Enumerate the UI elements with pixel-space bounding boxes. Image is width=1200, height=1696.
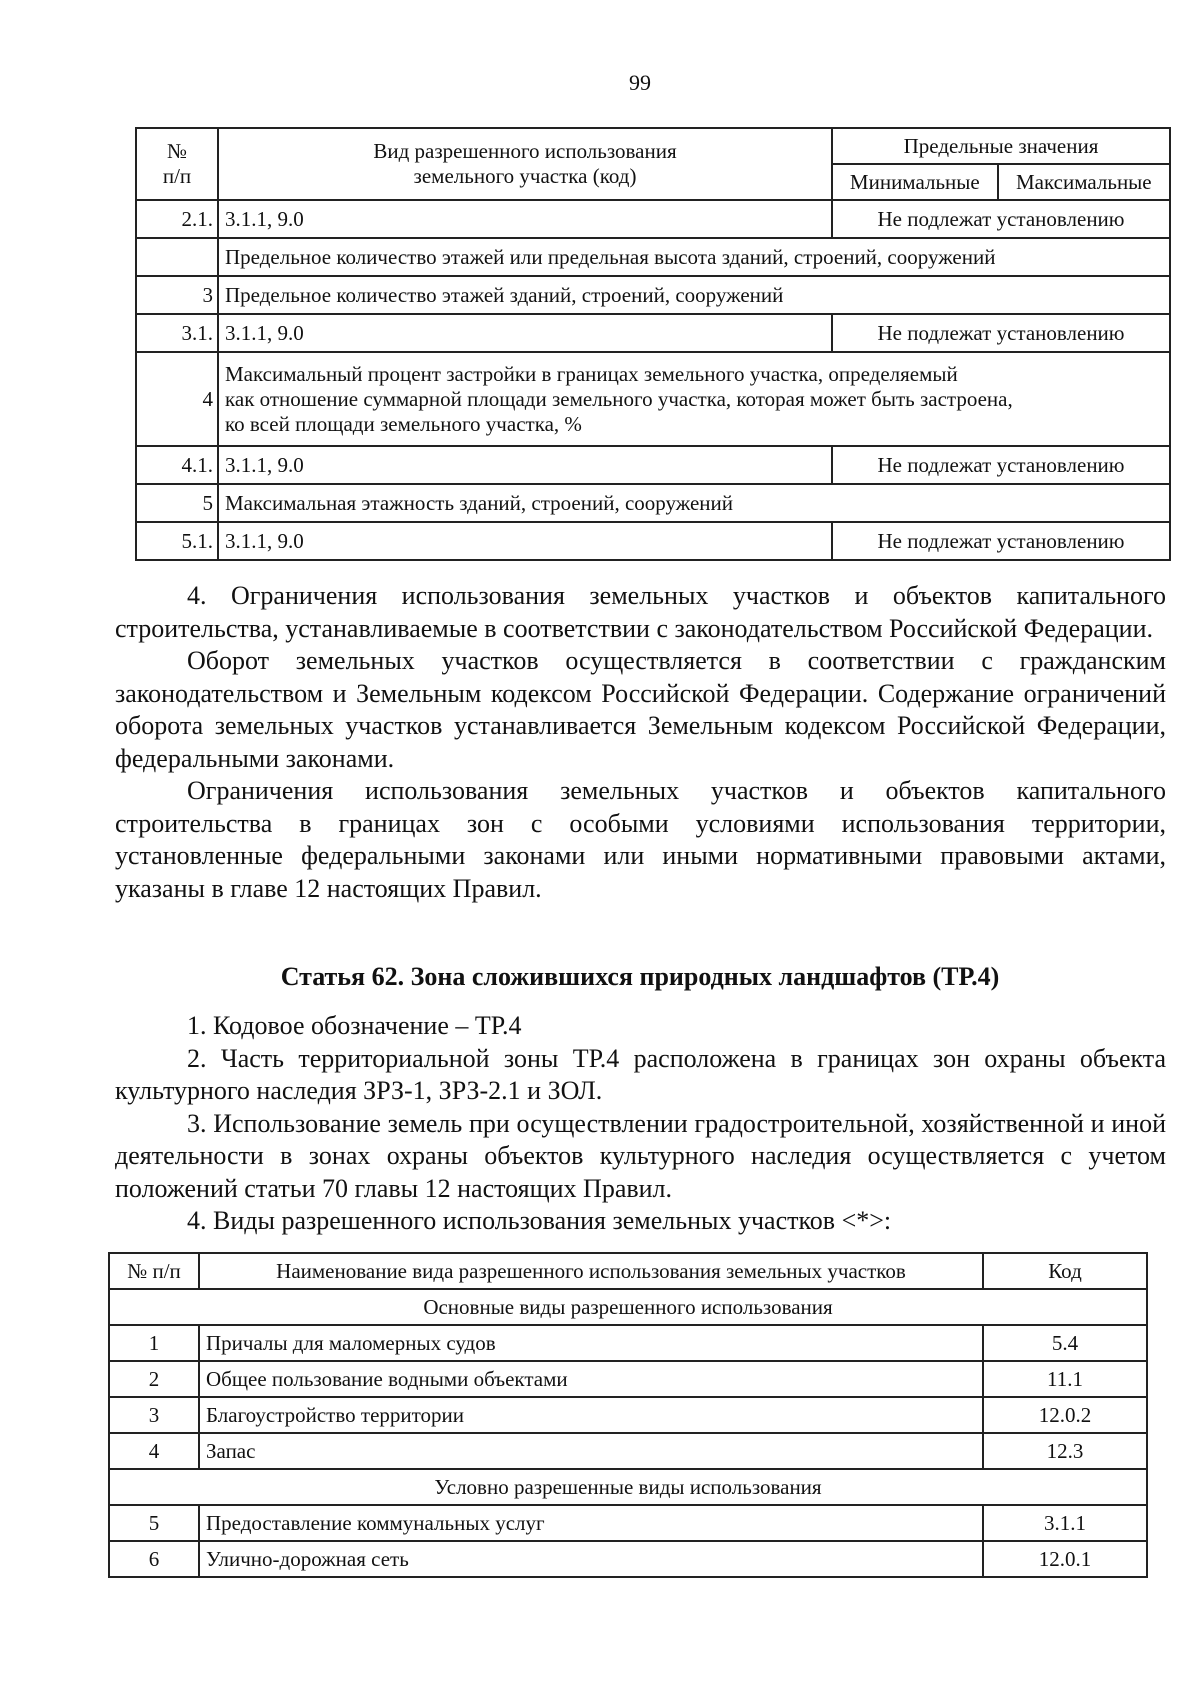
page-number: 99 — [629, 70, 651, 95]
header-type-line1: Вид разрешенного использования — [373, 139, 677, 163]
row-code: 12.0.1 — [983, 1541, 1147, 1577]
row-name: Общее пользование водными объектами — [199, 1361, 983, 1397]
row-text — [218, 352, 1170, 446]
article-section — [115, 1010, 1166, 1238]
table-row — [136, 276, 1170, 314]
row-text: Предельное количество этажей или предельная высота зданий, строений, сооружений — [218, 238, 1170, 276]
header-name: Наименование вида разрешенного использования земельных участков — [199, 1253, 983, 1289]
section-row — [109, 1289, 1147, 1325]
row-name: Причалы для маломерных судов — [199, 1325, 983, 1361]
header-min: Минимальные — [832, 164, 998, 200]
row-code: 3.1.1, 9.0 — [218, 200, 832, 238]
row-text-line: как отношение суммарной площади земельного участка, которая может быть застроена, — [225, 386, 1013, 411]
table-row — [136, 352, 1170, 446]
row-num: 4 — [109, 1433, 199, 1469]
header-num-line1: № — [166, 139, 188, 163]
row-name: Запас — [199, 1433, 983, 1469]
row-num: 4.1. — [136, 446, 218, 484]
header-num — [136, 128, 218, 200]
table-row — [136, 446, 1170, 484]
restrictions-section — [115, 580, 1166, 905]
table-row — [136, 238, 1170, 276]
paragraph: 3. Использование земель при осуществлении градостроительной, хозяйственной и иной деятельности в зонах охраны объектов культурного наследия осуществляется с учетом положений статьи 70 главы 12 настоящих Правил. — [115, 1108, 1166, 1203]
row-num: 2 — [109, 1361, 199, 1397]
header-type — [218, 128, 832, 200]
paragraph: 2. Часть территориальной зоны ТР.4 расположена в границах зон охраны объекта культурного наследия ЗРЗ-1, ЗРЗ-2.1 и ЗОЛ. — [115, 1043, 1166, 1105]
row-value: Не подлежат установлению — [832, 522, 1170, 560]
row-code: 3.1.1, 9.0 — [218, 314, 832, 352]
row-code: 12.3 — [983, 1433, 1147, 1469]
row-code: 3.1.1, 9.0 — [218, 522, 832, 560]
row-num: 3 — [136, 276, 218, 314]
row-num: 3 — [109, 1397, 199, 1433]
article-heading: Статья 62. Зона сложившихся природных ландшафтов (ТР.4) — [280, 962, 1000, 991]
row-num: 6 — [109, 1541, 199, 1577]
row-num: 3.1. — [136, 314, 218, 352]
row-num: 5.1. — [136, 522, 218, 560]
limits-table — [135, 127, 1171, 561]
table-row — [109, 1541, 1147, 1577]
table-row — [136, 522, 1170, 560]
section-title: Условно разрешенные виды использования — [109, 1469, 1147, 1505]
row-num — [136, 238, 218, 276]
row-code: 5.4 — [983, 1325, 1147, 1361]
row-text: Максимальная этажность зданий, строений, сооружений — [218, 484, 1170, 522]
paragraph: 4. Ограничения использования земельных участков и объектов капитального строительства, устанавливаемые в соответствии с законодательством Российской Федерации. — [115, 581, 1166, 643]
header-limits: Предельные значения — [832, 128, 1170, 164]
row-value: Не подлежат установлению — [832, 314, 1170, 352]
section-row — [109, 1469, 1147, 1505]
table-row — [109, 1397, 1147, 1433]
header-num: № п/п — [109, 1253, 199, 1289]
table-row — [109, 1361, 1147, 1397]
row-name: Улично-дорожная сеть — [199, 1541, 983, 1577]
header-code: Код — [983, 1253, 1147, 1289]
row-name: Благоустройство территории — [199, 1397, 983, 1433]
paragraph: Оборот земельных участков осуществляется в соответствии с гражданским законодательством и Земельным кодексом Российской Федерации. Содержание ограничений оборота земельных участков устанавливается Земельным кодексом Российской Федерации, федеральными законами. — [115, 646, 1166, 773]
row-name: Предоставление коммунальных услуг — [199, 1505, 983, 1541]
header-type-line2: земельного участка (код) — [413, 164, 637, 188]
row-num: 2.1. — [136, 200, 218, 238]
table-row — [136, 484, 1170, 522]
paragraph: 1. Кодовое обозначение – ТР.4 — [187, 1011, 522, 1040]
table-row — [109, 1433, 1147, 1469]
permitted-uses-table — [108, 1252, 1148, 1578]
row-code: 11.1 — [983, 1361, 1147, 1397]
row-num: 5 — [109, 1505, 199, 1541]
row-num: 1 — [109, 1325, 199, 1361]
row-code: 3.1.1 — [983, 1505, 1147, 1541]
header-num-line2: п/п — [162, 164, 192, 188]
row-code: 3.1.1, 9.0 — [218, 446, 832, 484]
row-value: Не подлежат установлению — [832, 200, 1170, 238]
row-text-line: Максимальный процент застройки в границах земельного участка, определяемый — [225, 361, 958, 386]
header-max: Максимальные — [998, 164, 1170, 200]
table-row — [109, 1325, 1147, 1361]
row-text: Предельное количество этажей зданий, строений, сооружений — [218, 276, 1170, 314]
row-value: Не подлежат установлению — [832, 446, 1170, 484]
table-header-row — [109, 1253, 1147, 1289]
table-row — [136, 314, 1170, 352]
section-title: Основные виды разрешенного использования — [109, 1289, 1147, 1325]
table-row — [136, 200, 1170, 238]
paragraph: 4. Виды разрешенного использования земельных участков <*>: — [187, 1206, 892, 1235]
row-num: 5 — [136, 484, 218, 522]
paragraph: Ограничения использования земельных участков и объектов капитального строительства в границах зон с особыми условиями использования территории, установленные федеральными законами или иными нормативными правовыми актами, указаны в главе 12 настоящих Правил. — [115, 776, 1166, 903]
row-code: 12.0.2 — [983, 1397, 1147, 1433]
row-text-line: ко всей площади земельного участка, % — [225, 411, 582, 436]
row-num: 4 — [136, 352, 218, 446]
table-row — [109, 1505, 1147, 1541]
